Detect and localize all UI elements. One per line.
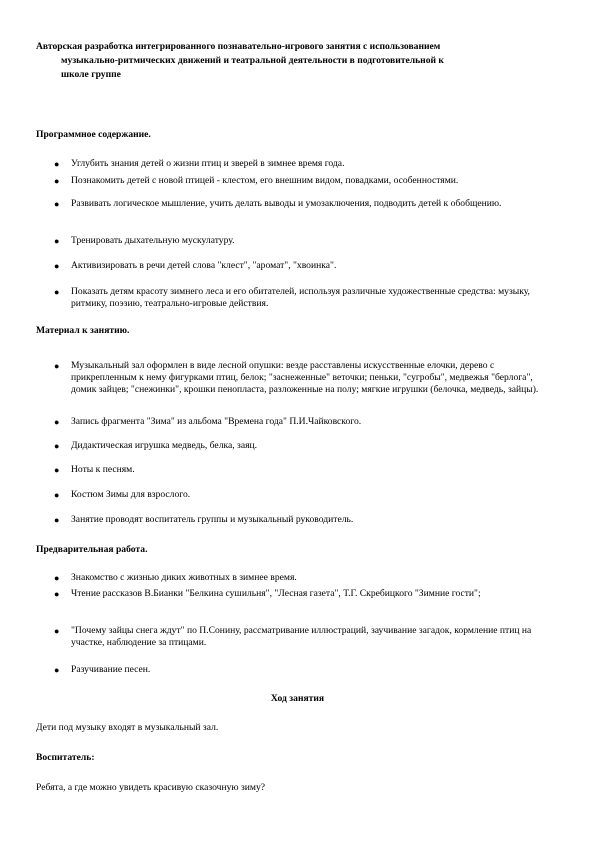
course-intro: Дети под музыку входят в музыкальный зал.	[36, 722, 219, 733]
bullet-icon: ●	[54, 176, 60, 186]
bullet-icon: ●	[54, 665, 60, 675]
bullet-icon: ●	[54, 199, 60, 209]
bullet-icon: ●	[54, 261, 60, 271]
speaker-label: Воспитатель:	[36, 752, 95, 763]
bullet-icon: ●	[54, 236, 60, 246]
title-line-2: музыкально-ритмических движений и театральной деятельности в подготовительной к	[61, 55, 444, 66]
bullet-icon: ●	[54, 417, 60, 427]
bullet-icon: ●	[54, 515, 60, 525]
bullet-icon: ●	[54, 441, 60, 451]
document-title	[36, 40, 556, 82]
bullet-icon: ●	[54, 287, 60, 297]
bullet-icon: ●	[54, 159, 60, 169]
bullet-icon: ●	[54, 490, 60, 500]
teacher-question: Ребята, а где можно увидеть красивую сказочную зиму?	[36, 782, 266, 793]
bullet-icon: ●	[54, 465, 60, 475]
title-line-1: Авторская разработка интегрированного познавательно-игрового занятия с использованием	[36, 41, 441, 52]
document-page: Авторская разработка интегрированного познавательно-игрового занятия с использованием музыкально-ритмических движений и театральной деятельности в подготовительной к школе группе Программное содержание. ● Углубить знания детей о жизни птиц и зверей в зимнее время года. ● Познакомить детей с новой птицей - клестом, его внешним видом, повадками, особенностями. ● Развивать логическое мышление, учить делать выводы и умозаключения, подводить детей к обобщению. ● Тренировать дыхательную мускулатуру. ● Активизировать в речи детей слова "клест", "аромат", "хвоинка". ● Показать детям красоту зимнего леса и его обитателей, используя различные художественные средства: музыку, ритмику, поэзию, театрально-игровые действия. Материал к занятию. ● Музыкальный зал оформлен в виде лесной опушки: везде расставлены искусственные елочки, дерево с прикрепленным к нему фигурками птиц, белок; "заснеженные" веточки; пеньки, "сугробы", медвежья "берлога", домик зайцев; "снежинки", крошки пенопласта, разложенные на полу; мягкие игрушки (белочка, медведь, зайцы). ● Запись фрагмента "Зима" из альбома "Времена года" П.И.Чайковского. ● Дидактическая игрушка медведь, белка, заяц. ● Ноты к песням. ● Костюм Зимы для взрослого. ● Занятие проводят воспитатель группы и музыкальный руководитель. Предварительная работа. ● Знакомство с жизнью диких животных в зимнее время. ● Чтение рассказов В.Бианки "Белкина сушильня", "Лесная газета", Т.Г. Скребицкого "Зимние гости"; ● "Почему зайцы снега ждут" по П.Сонину, рассматривание иллюстраций, заучивание загадок, кормление птиц на участке, наблюдение за птицами. ● Разучивание песен. Ход занятия Дети под музыку входят в музыкальный зал. Воспитатель: Ребята, а где можно увидеть красивую сказочную зиму?	[0, 0, 595, 842]
section-heading-program: Программное содержание.	[36, 129, 151, 140]
bullet-icon: ●	[54, 626, 60, 636]
bullet-icon: ●	[54, 589, 60, 599]
course-heading: Ход занятия	[270, 693, 325, 704]
section-heading-material: Материал к занятию.	[36, 325, 130, 336]
bullet-icon: ●	[54, 573, 60, 583]
bullet-icon: ●	[54, 361, 60, 371]
title-line-3: школе группе	[61, 69, 121, 80]
section-heading-preliminary: Предварительная работа.	[36, 544, 148, 555]
